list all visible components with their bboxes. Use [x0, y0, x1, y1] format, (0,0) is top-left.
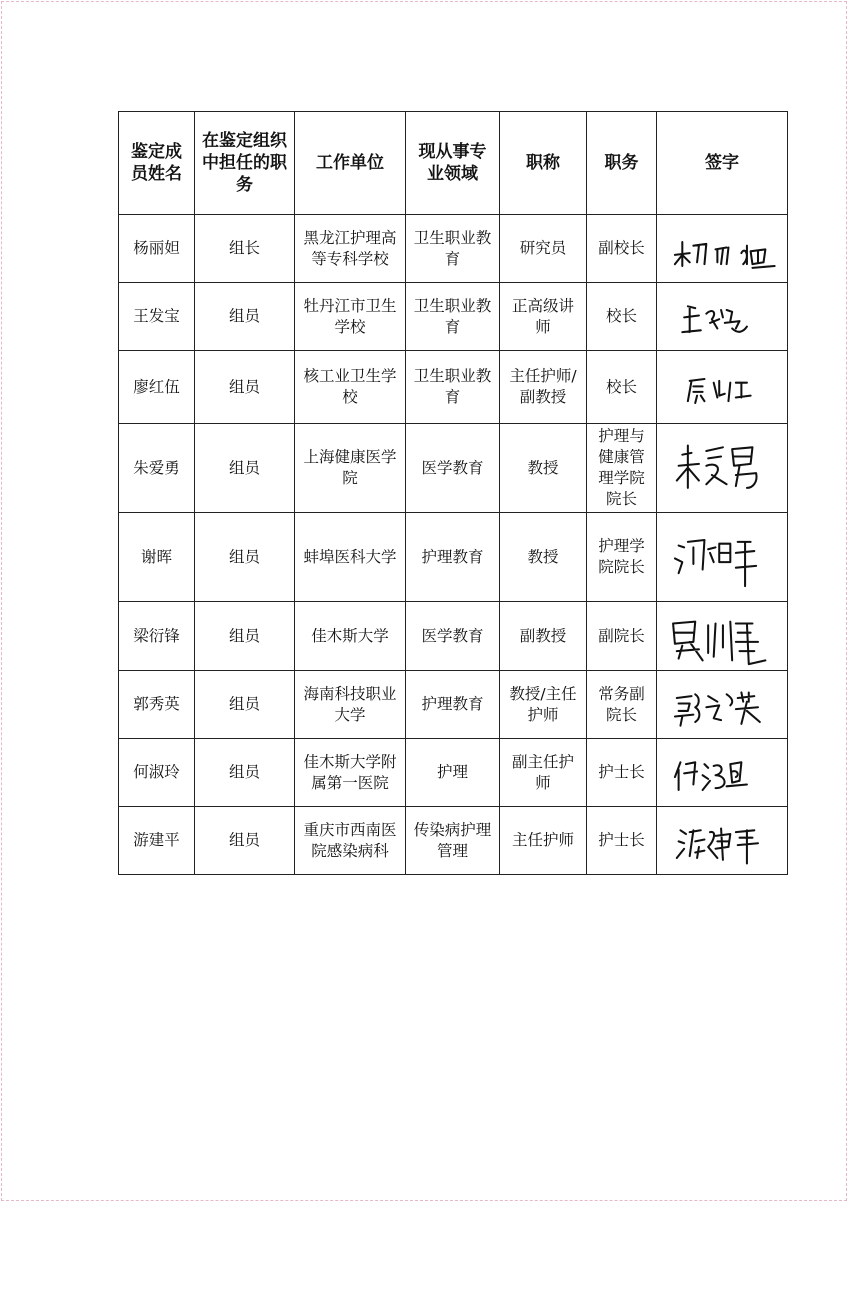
table-row — [119, 671, 788, 739]
cell-position: 护士长 — [587, 739, 657, 807]
cell-name: 朱爱勇 — [119, 424, 195, 513]
cell-unit: 上海健康医学院 — [295, 424, 406, 513]
cell-role: 组员 — [195, 513, 295, 602]
cell-position: 校长 — [587, 351, 657, 424]
cell-name: 谢晖 — [119, 513, 195, 602]
table-row — [119, 739, 788, 807]
cell-name: 梁衍锋 — [119, 602, 195, 671]
cell-title: 研究员 — [500, 215, 587, 283]
cell-unit: 佳木斯大学附属第一医院 — [295, 739, 406, 807]
cell-title: 副主任护师 — [500, 739, 587, 807]
cell-title: 主任护师 — [500, 807, 587, 875]
cell-title: 教授/主任护师 — [500, 671, 587, 739]
table-row — [119, 283, 788, 351]
cell-name: 廖红伍 — [119, 351, 195, 424]
signature-image — [657, 513, 788, 602]
document-page — [1, 1, 847, 1201]
signature-image — [657, 671, 788, 739]
header-title: 职称 — [500, 112, 587, 215]
header-signature: 签字 — [657, 112, 788, 215]
table-row — [119, 602, 788, 671]
cell-unit: 黑龙江护理高等专科学校 — [295, 215, 406, 283]
signature-image — [657, 215, 788, 283]
signature-image — [657, 807, 788, 875]
cell-title: 正高级讲师 — [500, 283, 587, 351]
cell-position: 护士长 — [587, 807, 657, 875]
cell-unit: 佳木斯大学 — [295, 602, 406, 671]
cell-field: 护理教育 — [406, 671, 500, 739]
appraisal-member-table — [118, 111, 788, 875]
cell-role: 组员 — [195, 739, 295, 807]
cell-field: 卫生职业教育 — [406, 283, 500, 351]
cell-position: 副校长 — [587, 215, 657, 283]
cell-position: 护理与健康管理学院院长 — [587, 424, 657, 513]
cell-unit: 蚌埠医科大学 — [295, 513, 406, 602]
table-row — [119, 424, 788, 513]
cell-role: 组员 — [195, 671, 295, 739]
signature-image — [657, 739, 788, 807]
header-name: 鉴定成员姓名 — [119, 112, 195, 215]
cell-name: 郭秀英 — [119, 671, 195, 739]
table-row — [119, 807, 788, 875]
signature-image — [657, 424, 788, 513]
cell-unit: 牡丹江市卫生学校 — [295, 283, 406, 351]
cell-field: 医学教育 — [406, 424, 500, 513]
cell-role: 组长 — [195, 215, 295, 283]
cell-field: 卫生职业教育 — [406, 351, 500, 424]
header-field: 现从事专业领域 — [406, 112, 500, 215]
cell-unit: 海南科技职业大学 — [295, 671, 406, 739]
cell-title: 主任护师/副教授 — [500, 351, 587, 424]
cell-field: 护理 — [406, 739, 500, 807]
cell-title: 副教授 — [500, 602, 587, 671]
cell-position: 护理学院院长 — [587, 513, 657, 602]
signature-image — [657, 602, 788, 671]
cell-title: 教授 — [500, 424, 587, 513]
cell-role: 组员 — [195, 283, 295, 351]
cell-role: 组员 — [195, 424, 295, 513]
header-unit: 工作单位 — [295, 112, 406, 215]
table-row — [119, 215, 788, 283]
cell-role: 组员 — [195, 602, 295, 671]
header-role: 在鉴定组织中担任的职务 — [195, 112, 295, 215]
cell-role: 组员 — [195, 351, 295, 424]
cell-role: 组员 — [195, 807, 295, 875]
cell-name: 王发宝 — [119, 283, 195, 351]
header-position: 职务 — [587, 112, 657, 215]
cell-field: 医学教育 — [406, 602, 500, 671]
table-row — [119, 351, 788, 424]
cell-name: 何淑玲 — [119, 739, 195, 807]
cell-unit: 核工业卫生学校 — [295, 351, 406, 424]
signature-image — [657, 351, 788, 424]
cell-field: 传染病护理管理 — [406, 807, 500, 875]
signature-image — [657, 283, 788, 351]
cell-title: 教授 — [500, 513, 587, 602]
table-row — [119, 513, 788, 602]
cell-position: 常务副院长 — [587, 671, 657, 739]
cell-name: 杨丽妲 — [119, 215, 195, 283]
cell-name: 游建平 — [119, 807, 195, 875]
cell-unit: 重庆市西南医院感染病科 — [295, 807, 406, 875]
cell-position: 校长 — [587, 283, 657, 351]
table-header-row — [119, 112, 788, 215]
cell-field: 护理教育 — [406, 513, 500, 602]
cell-field: 卫生职业教育 — [406, 215, 500, 283]
cell-position: 副院长 — [587, 602, 657, 671]
